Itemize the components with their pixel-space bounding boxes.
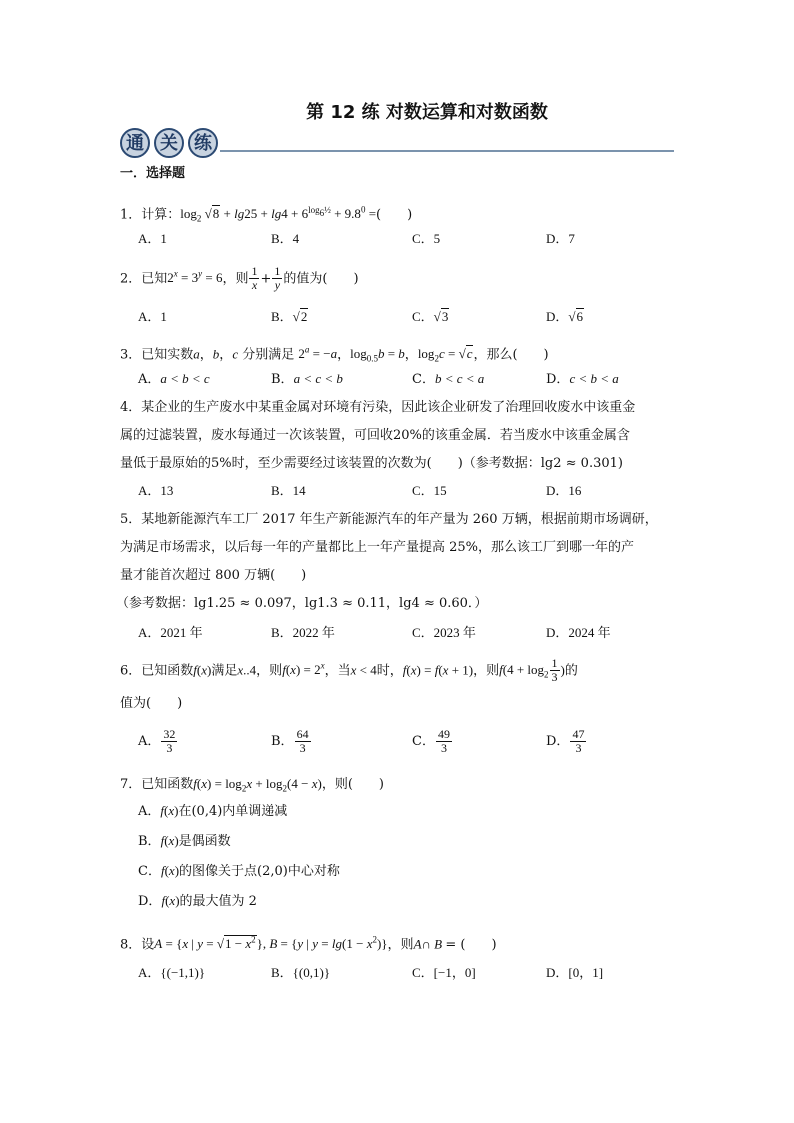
q6-text: ，则: [473, 663, 500, 679]
option-a[interactable]: A．f(x)在(0,4)内单调递减: [138, 803, 288, 819]
option-c[interactable]: C．f(x)的图像关于点(2,0)中心对称: [138, 863, 340, 879]
fraction-denominator: 3: [440, 741, 447, 755]
fraction-numerator: 49: [437, 727, 450, 741]
q7-end: ，则( ): [321, 777, 384, 792]
q8-end: ，则: [387, 937, 414, 953]
option-c-label: C．: [138, 864, 161, 879]
badge-divider: [220, 150, 674, 152]
q5-line: 5．某地新能源汽车工厂 2017 年生产新能源汽车的年产量为 260 万辆，根据前期市场调研，: [120, 512, 658, 527]
option-d-label: D．: [138, 894, 162, 909]
q6-text: ，当: [324, 663, 351, 679]
option-d-label: D．: [546, 734, 570, 749]
option-c[interactable]: C．b < c < a: [412, 371, 485, 387]
option-b-label: B．: [271, 734, 294, 749]
q8-end2: = ( ): [445, 937, 497, 953]
q2-options: [138, 306, 678, 330]
option-b[interactable]: B．2022 年: [271, 625, 335, 640]
q2-mid: ，则: [222, 271, 249, 287]
q5-reference: （参考数据：lg1.25 ≈ 0.097，lg1.3 ≈ 0.11，lg4 ≈ 0.60．）: [116, 596, 488, 611]
fraction-denominator: 3: [166, 741, 173, 755]
option-b[interactable]: B．{(0,1)}: [271, 965, 331, 980]
option-a[interactable]: A．1: [138, 309, 167, 324]
option-b-text: 是偶函数: [178, 834, 231, 849]
q1-options: [138, 228, 678, 252]
option-b[interactable]: B．a < c < b: [271, 371, 343, 387]
question-6: 6．已知函数f(x)满足x..4，则$f(x) = 2^x$，当x < 4时，f(x) = f(x + 1)，则$f(4 + \log_2$ $\frac{1}{3}$ )的: [120, 656, 578, 685]
option-d[interactable]: D．f(x)的最大值为 2: [138, 893, 257, 909]
question-4: [120, 394, 680, 478]
option-a-label: A．: [138, 804, 161, 819]
fraction-denominator: 3: [299, 741, 306, 755]
q3-options: [138, 368, 678, 392]
option-a[interactable]: [138, 728, 178, 755]
option-c-label: C．: [412, 734, 435, 749]
option-d[interactable]: D．c < b < a: [546, 371, 619, 387]
q6-options: [138, 728, 678, 764]
q8-options: [138, 962, 678, 986]
fraction-numerator: 64: [296, 727, 309, 741]
option-c-text: 的图像关于点(2,0)中心对称: [179, 864, 340, 879]
question-2: 2．已知$2^x = 3^y = 6$，则 $\frac{1}{x}$ + $\frac{1}{y}$ 的值为( ): [120, 264, 359, 293]
option-a-label: A．: [138, 734, 161, 749]
q4-line: 属的过滤装置，废水每通过一次该装置，可回收20%的该重金属．若当废水中该重金属含: [120, 428, 630, 443]
option-b-label: B．: [271, 309, 293, 324]
q6-text: 满足: [211, 663, 238, 679]
fraction-numerator: 47: [572, 727, 585, 741]
q5-line: 为满足市场需求，以后每一年的产量都比上一年产量提高 25%，那么该工厂到哪一年的产: [120, 540, 635, 555]
option-a[interactable]: A．2021 年: [138, 625, 203, 640]
q8-label: 8．设: [120, 937, 155, 953]
option-d[interactable]: D．[0，1]: [546, 965, 604, 980]
question-5: [116, 506, 680, 618]
option-c[interactable]: C．2023 年: [412, 625, 476, 640]
option-c-label: C．: [412, 372, 435, 387]
q5-options: [138, 622, 678, 646]
badge-row: [120, 128, 674, 162]
option-b[interactable]: B．f(x)是偶函数: [138, 833, 231, 849]
badge-char: 通: [120, 128, 150, 158]
option-b[interactable]: B．14: [271, 483, 306, 498]
fraction-denominator: 3: [575, 741, 582, 755]
q6-label: 6．已知函数: [120, 663, 194, 679]
q3-label: 3．已知实数: [120, 347, 194, 363]
option-a[interactable]: A．13: [138, 483, 174, 498]
badge-char: 练: [188, 128, 218, 158]
option-b[interactable]: [271, 728, 312, 755]
option-a[interactable]: A．{(−1,1)}: [138, 965, 206, 980]
option-d[interactable]: D．7: [546, 231, 575, 246]
option-b[interactable]: B．4: [271, 231, 300, 246]
option-b-label: B．: [271, 372, 294, 387]
option-d[interactable]: D．√6: [546, 309, 584, 324]
option-b-label: B．: [138, 834, 161, 849]
option-c[interactable]: C．15: [412, 483, 447, 498]
question-3: 3．已知实数a，b，c 分别满足 $2^a = -a$，$\log_{0.5}b = b$，$\log_2c = √c$，那么( ): [120, 345, 549, 364]
option-c[interactable]: [412, 728, 453, 755]
q6-line2: 值为( ): [120, 696, 183, 711]
badge-char: 关: [154, 128, 184, 158]
q1-label: 1．计算：: [120, 207, 181, 223]
q7-label: 7．已知函数: [120, 777, 194, 792]
option-d[interactable]: D．2024 年: [546, 625, 611, 640]
section-heading: 一．选择题: [120, 166, 186, 181]
fraction-numerator: 32: [163, 727, 176, 741]
page-title: 第 12 练 对数运算和对数函数: [306, 102, 548, 123]
question-1: 1．计算：$\log_2 √8 + \lg 25 + \lg 4 + 6^{log_6\frac{1}{2}} + 9.8^0$ =( ): [120, 205, 413, 224]
question-7: 7．已知函数$f(x) = \log_2x + \log_2(4 - x)$，则( ): [120, 776, 384, 794]
option-d[interactable]: [546, 728, 587, 755]
q6-text: ，则: [256, 663, 283, 679]
q6-text: 时，: [376, 663, 403, 679]
q4-line: 4．某企业的生产废水中某重金属对环境有污染，因此该企业研发了治理回收废水中该重金: [120, 400, 636, 415]
q3-text: 分别满足: [242, 347, 295, 363]
option-a-label: A．: [138, 372, 161, 387]
option-d-label: D．: [546, 309, 569, 324]
option-b[interactable]: B．√2: [271, 309, 308, 324]
option-d[interactable]: D．16: [546, 483, 582, 498]
option-c[interactable]: C．[−1，0]: [412, 965, 476, 980]
q2-end: 的值为( ): [283, 271, 359, 287]
option-c[interactable]: C．√3: [412, 309, 449, 324]
option-a[interactable]: A．a < b < c: [138, 371, 210, 387]
option-a-text: 在(0,4)内单调递减: [178, 804, 288, 819]
q4-options: [138, 480, 678, 504]
option-c-label: C．: [412, 309, 434, 324]
option-d-text: 的最大值为 2: [179, 894, 257, 909]
q4-line: 量低于最原始的5%时，至少需要经过该装置的次数为( )（参考数据：lg2 ≈ 0.301): [120, 456, 623, 471]
option-a[interactable]: A．1: [138, 231, 167, 246]
q1-paren: ( ): [376, 207, 413, 223]
q3-end: ，那么( ): [473, 347, 549, 363]
option-d-label: D．: [546, 372, 570, 387]
q6-text: 的: [564, 663, 578, 679]
option-c[interactable]: C．5: [412, 231, 441, 246]
question-8: 8．设A = {x | $y = √1 - x^2$}, B = {y | $y = \lg(1 - x^2)$}，则A∩ B = ( ): [120, 935, 497, 953]
q2-label: 2．已知: [120, 271, 168, 287]
q5-line: 量才能首次超过 800 万辆( ): [120, 568, 307, 583]
